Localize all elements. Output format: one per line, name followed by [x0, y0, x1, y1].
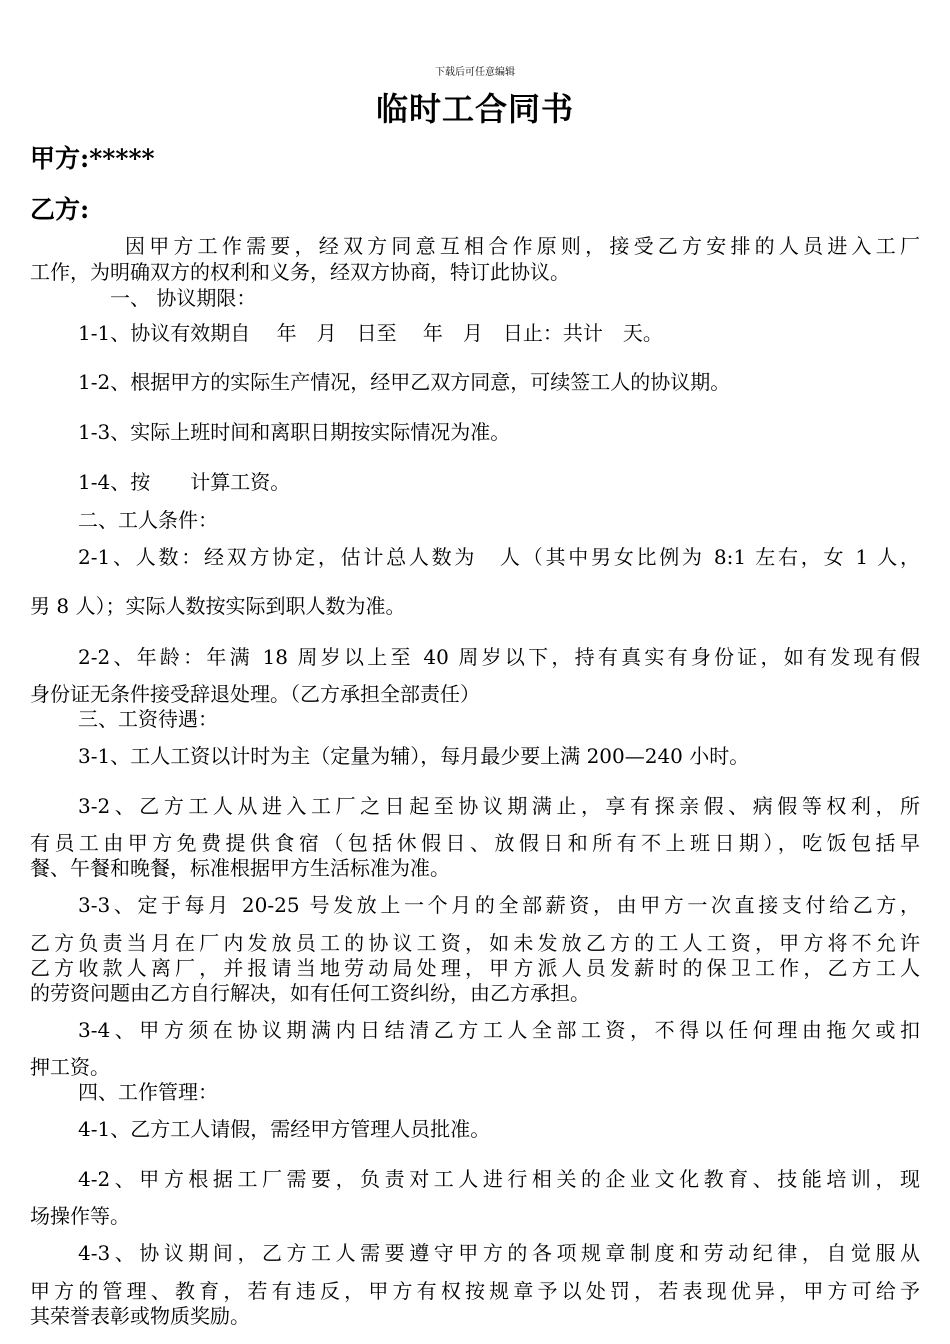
- clause-4-2-line-2: 场操作等。: [30, 1204, 130, 1228]
- section-heading-1: 一、 协议期限：: [110, 286, 257, 310]
- section-heading-2: 二、工人条件：: [78, 508, 218, 532]
- intro-line-2: 工作，为明确双方的权利和义务，经双方协商，特订此协议。: [30, 260, 570, 284]
- clause-4-3-line-1: 4-3、协议期间，乙方工人需要遵守甲方的各项规章制度和劳动纪律，自觉服从: [78, 1241, 920, 1265]
- clause-4-1: 4-1、乙方工人请假，需经甲方管理人员批准。: [78, 1117, 491, 1141]
- clause-3-2-line-1: 3-2、乙方工人从进入工厂之日起至协议期满止，享有探亲假、病假等权利，所: [78, 794, 920, 818]
- clause-2-1-line-1: 2-1、人数：经双方协定，估计总人数为 人（其中男女比例为 8:1 左右，女 1 人，: [78, 545, 920, 569]
- party-b-label: 乙方:: [30, 195, 90, 224]
- clause-2-1-line-2: 男 8 人）；实际人数按实际到职人数为准。: [30, 594, 406, 618]
- header-note: 下载后可任意编辑: [435, 67, 515, 78]
- clause-3-3-line-1: 3-3、定于每月 20-25 号发放上一个月的全部薪资，由甲方一次直接支付给乙方，: [78, 893, 920, 917]
- clause-3-4-line-1: 3-4、甲方须在协议期满内日结清乙方工人全部工资，不得以任何理由拖欠或扣: [78, 1018, 920, 1042]
- clause-1-4: 1-4、按 计算工资。: [78, 470, 291, 494]
- clause-3-3-line-3: 乙方收款人离厂，并报请当地劳动局处理，甲方派人员发薪时的保卫工作，乙方工人: [30, 956, 920, 980]
- clause-3-3-line-4: 的劳资问题由乙方自行解决，如有任何工资纠纷，由乙方承担。: [30, 981, 590, 1005]
- clause-4-3-line-3: 其荣誉表彰或物质奖励。: [30, 1304, 250, 1328]
- clause-4-2-line-1: 4-2、甲方根据工厂需要，负责对工人进行相关的企业文化教育、技能培训，现: [78, 1167, 920, 1191]
- clause-3-2-line-2: 有员工由甲方免费提供食宿（包括休假日、放假日和所有不上班日期），吃饭包括早: [30, 831, 920, 855]
- clause-4-3-line-2: 甲方的管理、教育，若有违反，甲方有权按规章予以处罚，若表现优异，甲方可给予: [30, 1279, 920, 1303]
- clause-3-3-line-2: 乙方负责当月在厂内发放员工的协议工资，如未发放乙方的工人工资，甲方将不允许: [30, 931, 920, 955]
- section-heading-3: 三、工资待遇：: [78, 707, 218, 731]
- document-title: 临时工合同书: [375, 90, 574, 128]
- clause-1-1: 1-1、协议有效期自 年 月 日至 年 月 日止：共计 天。: [78, 321, 663, 345]
- clause-1-3: 1-3、实际上班时间和离职日期按实际情况为准。: [78, 420, 511, 444]
- clause-2-2-line-2: 身份证无条件接受辞退处理。（乙方承担全部责任）: [30, 682, 480, 706]
- clause-3-1: 3-1、工人工资以计时为主（定量为辅），每月最少要上满 200—240 小时。: [78, 744, 750, 768]
- clause-1-2: 1-2、根据甲方的实际生产情况，经甲乙双方同意，可续签工人的协议期。: [78, 370, 731, 394]
- section-heading-4: 四、工作管理：: [78, 1080, 218, 1104]
- clause-3-4-line-2: 押工资。: [30, 1055, 110, 1079]
- clause-3-2-line-3: 餐、午餐和晚餐，标准根据甲方生活标准为准。: [30, 856, 450, 880]
- clause-2-2-line-1: 2-2、年龄：年满 18 周岁以上至 40 周岁以下，持有真实有身份证，如有发现有假: [78, 645, 920, 669]
- intro-line-1: 因甲方工作需要，经双方同意互相合作原则，接受乙方安排的人员进入工厂: [125, 234, 920, 258]
- party-a-label: 甲方:*****: [30, 144, 155, 173]
